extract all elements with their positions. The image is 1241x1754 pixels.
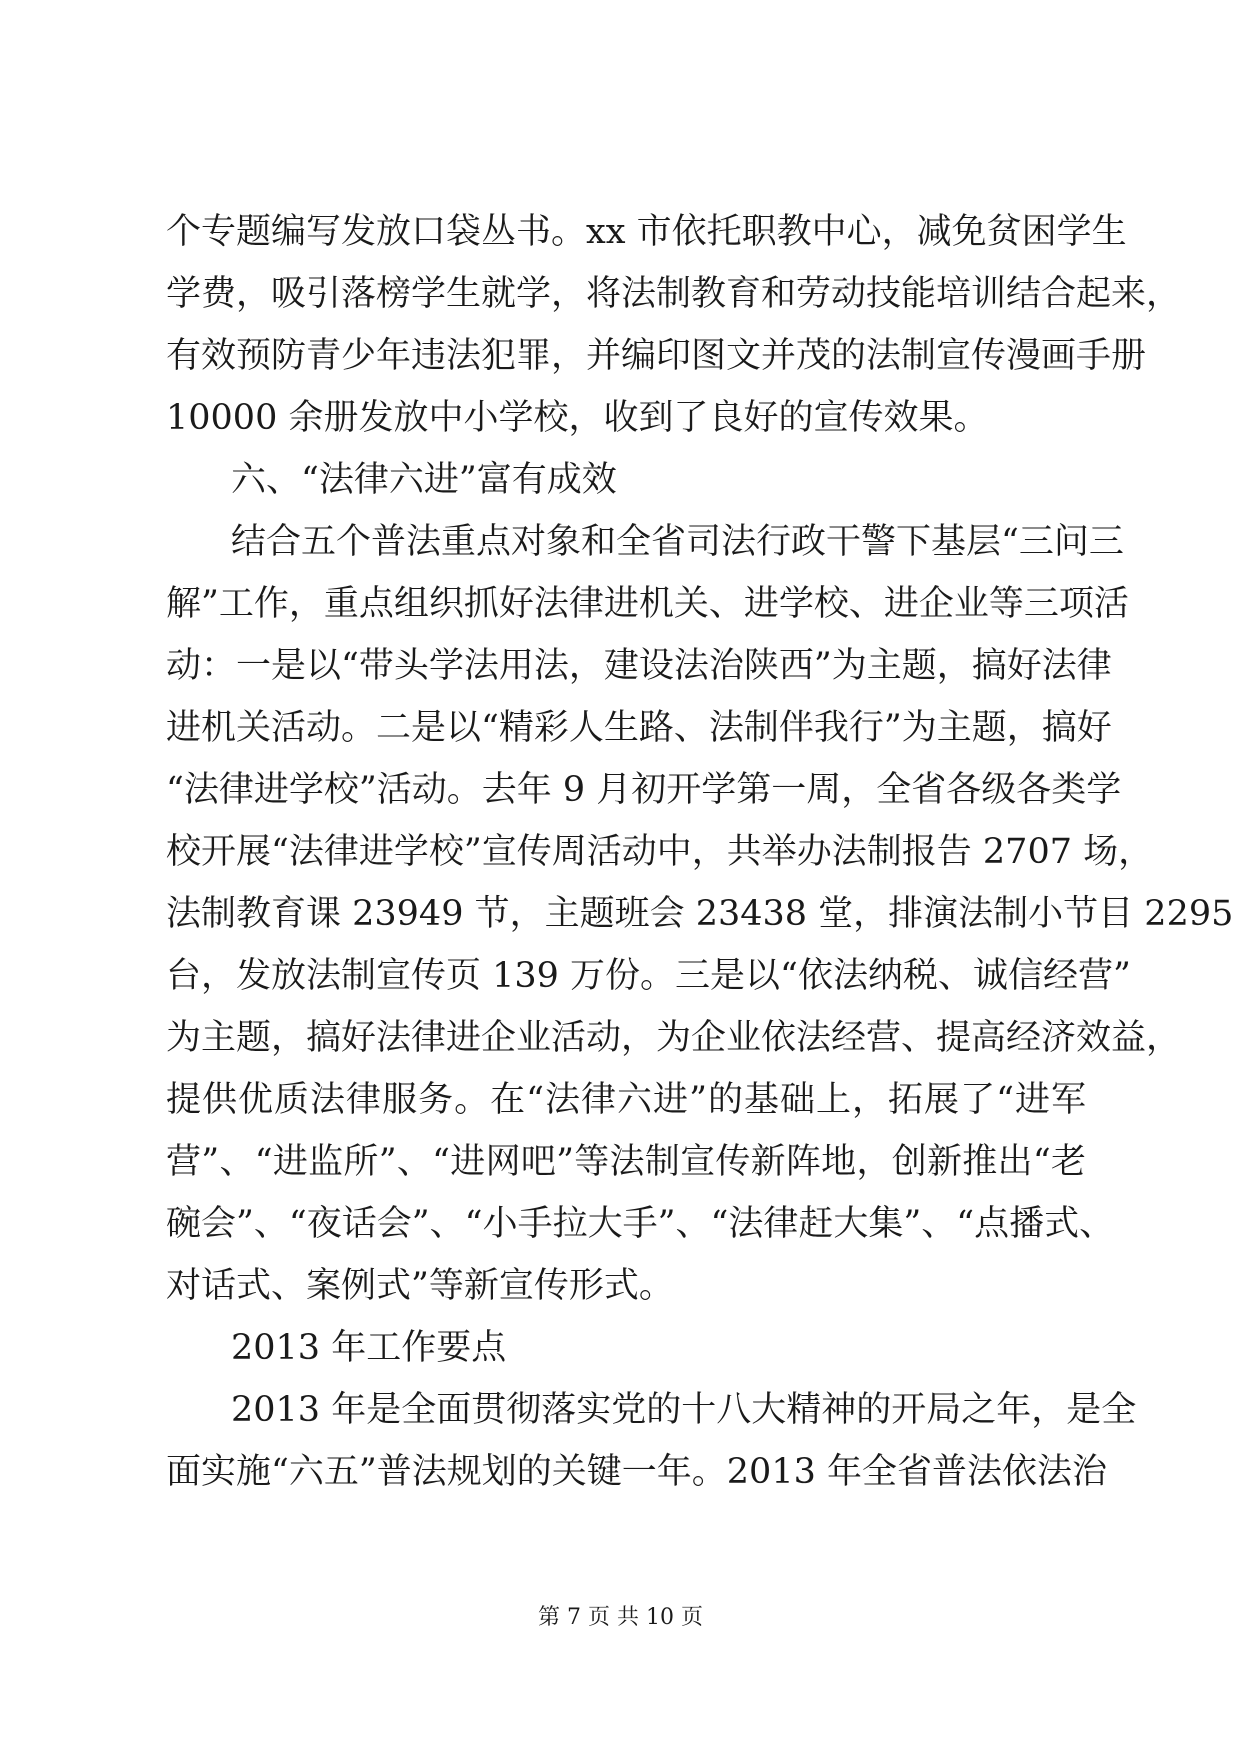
body-text-line: 结合五个普法重点对象和全省司法行政干警下基层“三问三 [231,522,1124,562]
page-number-footer: 第 7 页 共 10 页 [538,1605,703,1630]
section-heading: 六、“法律六进”富有成效 [231,460,617,500]
body-text-line: 对话式、案例式”等新宣传形式。 [166,1266,674,1306]
body-text-line: 台，发放法制宣传页 139 万份。三是以“依法纳税、诚信经营” [166,956,1131,996]
body-text-line: 校开展“法律进学校”宣传周活动中，共举办法制报告 2707 场， [166,832,1154,872]
body-text-line: 提供优质法律服务。在“法律六进”的基础上，拓展了“进军 [166,1080,1086,1120]
body-text-line: 法制教育课 23949 节，主题班会 23438 堂，排演法制小节目 2295 [166,894,1234,934]
body-text-line: 进机关活动。二是以“精彩人生路、法制伴我行”为主题，搞好 [166,708,1112,748]
body-text-line: 营”、“进监所”、“进网吧”等法制宣传新阵地，创新推出“老 [166,1142,1086,1182]
body-text-line: 面实施“六五”普法规划的关键一年。2013 年全省普法依法治 [166,1452,1107,1492]
body-text-line: 解”工作，重点组织抓好法律进机关、进学校、进企业等三项活 [166,584,1129,624]
body-text-line: 10000 余册发放中小学校，收到了良好的宣传效果。 [166,398,989,438]
body-text-line: 有效预防青少年违法犯罪，并编印图文并茂的法制宣传漫画手册 [166,336,1147,376]
body-text-line: 学费，吸引落榜学生就学，将法制教育和劳动技能培训结合起来， [166,274,1182,314]
body-text-line: 碗会”、“夜话会”、“小手拉大手”、“法律赶大集”、“点播式、 [166,1204,1115,1244]
section-heading: 2013 年工作要点 [231,1328,507,1368]
body-text-line: 动：一是以“带头学法用法，建设法治陕西”为主题，搞好法律 [166,646,1112,686]
body-text-line: 为主题，搞好法律进企业活动，为企业依法经营、提高经济效益， [166,1018,1182,1058]
body-text-line: “法律进学校”活动。去年 9 月初开学第一周，全省各级各类学 [166,770,1122,810]
body-text-line: 2013 年是全面贯彻落实党的十八大精神的开局之年，是全 [231,1390,1137,1430]
body-text-line: 个专题编写发放口袋丛书。xx 市依托职教中心，减免贫困学生 [166,212,1127,252]
